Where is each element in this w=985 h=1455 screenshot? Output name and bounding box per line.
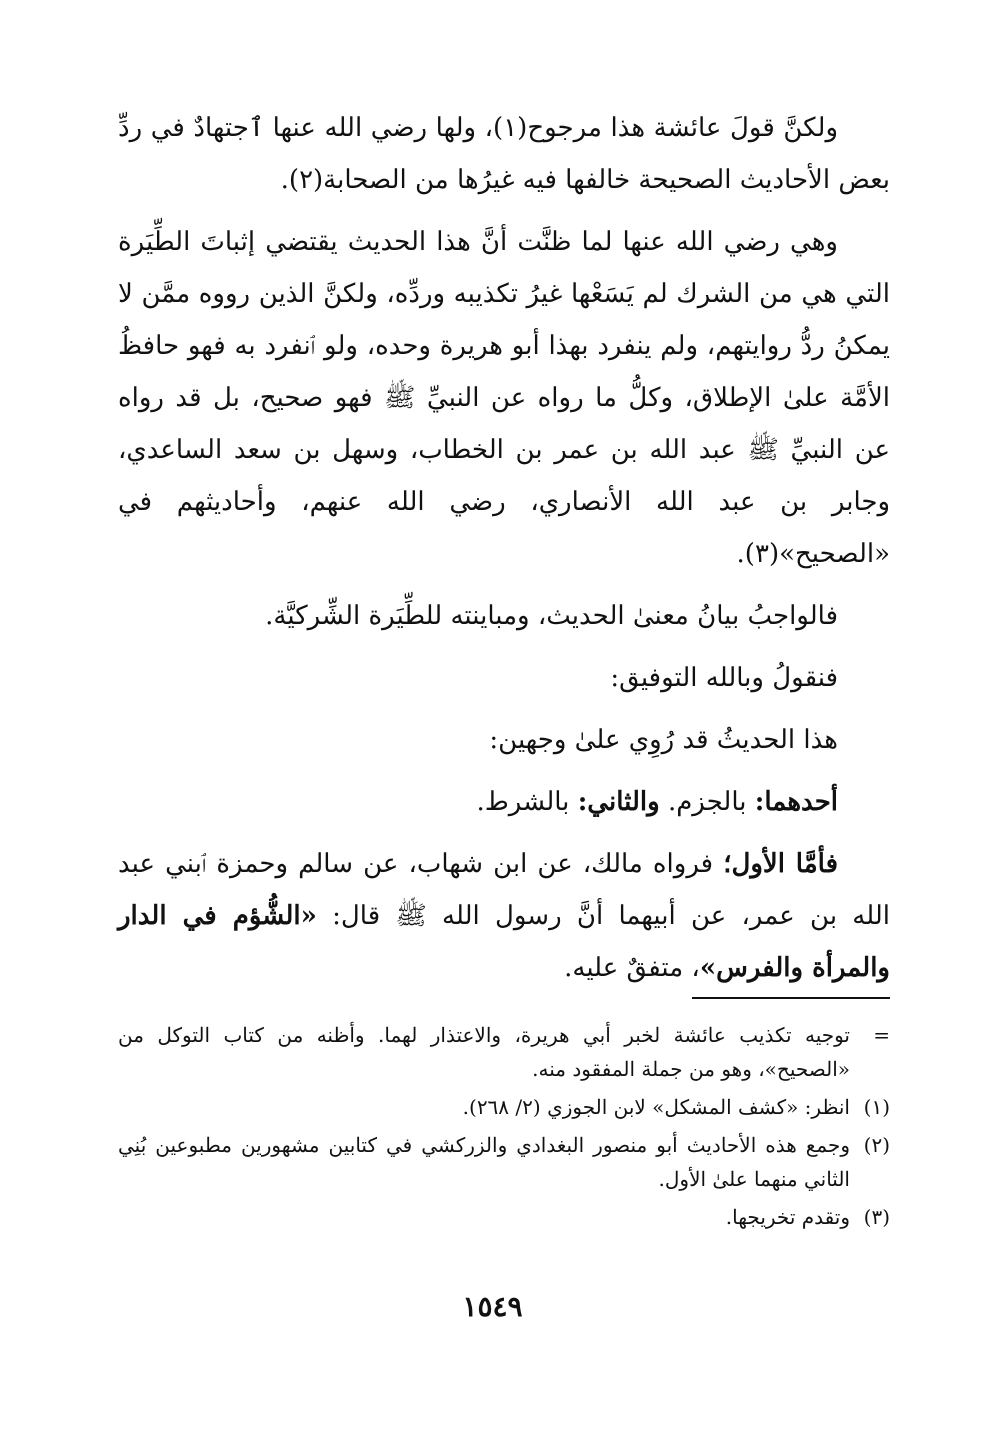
footnote-marker: (٢) <box>863 1133 890 1157</box>
paragraph-first-way <box>118 838 890 994</box>
footnotes <box>118 1018 890 1238</box>
footnote-marker: (٣) <box>863 1205 890 1229</box>
paragraph-aisha-opinion: ولكنَّ قولَ عائشة هذا مرجوح(١)، ولها رضي الله عنها ٱجتهادٌ في ردِّ بعض الأحاديث الصحيحة خالفها فيه غيرُها من الصحابة(٢). <box>118 113 890 195</box>
footnote-marker: (١) <box>863 1095 890 1119</box>
footnote-text: انظر: «كشف المشكل» لابن الجوزي (٢/ ٢٦٨). <box>462 1095 850 1119</box>
footnote-3 <box>118 1200 890 1234</box>
first-way-conclusion: ، متفقٌ عليه. <box>564 953 700 983</box>
footnote-text: توجيه تكذيب عائشة لخبر أبي هريرة، والاعتذار لهما. وأظنه من كتاب التوكل من «الصحيح»، وهو من جملة المفقود منه. <box>118 1023 850 1081</box>
footnote-marker: = <box>873 1023 890 1047</box>
first-way-narration: فرواه مالك، عن ابن شهاب، عن سالم وحمزة ٱبني عبد الله بن عمر، عن أبيهما أنَّ رسول الله ﷺ قال: <box>118 849 890 931</box>
paragraph-two-ways: هذا الحديثُ قد رُوِي علىٰ وجهين: <box>489 725 838 755</box>
footnote-continuation <box>118 1018 890 1086</box>
paragraph-two-ways-detail <box>118 776 890 828</box>
first-way-heading: فأمَّا الأول؛ <box>723 849 839 879</box>
footnote-2 <box>118 1128 890 1196</box>
second-way-text: بالشرط. <box>476 787 570 817</box>
paragraph-obligation: فالواجبُ بيانُ معنىٰ الحديث، ومباينته للطِّيَرة الشِّركيَّة. <box>265 601 838 631</box>
footnote-text: وجمع هذه الأحاديث أبو منصور البغدادي والزركشي في كتابين مشهورين مطبوعين بُنِي الثاني منهما علىٰ الأول. <box>118 1133 850 1191</box>
main-text <box>118 102 890 1004</box>
second-way-label: والثاني: <box>577 787 660 817</box>
footnote-separator <box>692 997 890 999</box>
first-way-label: أحدهما: <box>754 787 838 817</box>
hadith-quote: «الشُّؤم في الدار والمرأة والفرس» <box>118 901 890 983</box>
footnote-1 <box>118 1090 890 1124</box>
paragraph-we-say: فنقولُ وبالله التوفيق: <box>610 663 838 693</box>
footnote-text: وتقدم تخريجها. <box>725 1205 850 1229</box>
page-number: ١٥٤٩ <box>462 1290 523 1323</box>
paragraph-hadith-explanation: وهي رضي الله عنها لما ظنَّت أنَّ هذا الحديث يقتضي إثباتَ الطِّيَرة التي هي من الشرك لم يَسَعْها غيرُ تكذيبه وردِّه، ولكنَّ الذين رووه ممَّن لا يمكنُ ردُّ روايتهم، ولم ينفرد بهذا أبو هريرة وحده، ولو ٱنفرد به فهو حافظُ الأمَّة علىٰ الإطلاق، وكلُّ ما رواه عن النبيِّ ﷺ فهو صحيح، بل قد رواه عن النبيِّ ﷺ عبد الله بن عمر بن الخطاب، وسهل بن سعد الساعدي، وجابر بن عبد الله الأنصاري، رضي الله عنهم، وأحاديثهم في «الصحيح»(٣). <box>118 227 890 569</box>
first-way-text: بالجزم. <box>667 787 747 817</box>
